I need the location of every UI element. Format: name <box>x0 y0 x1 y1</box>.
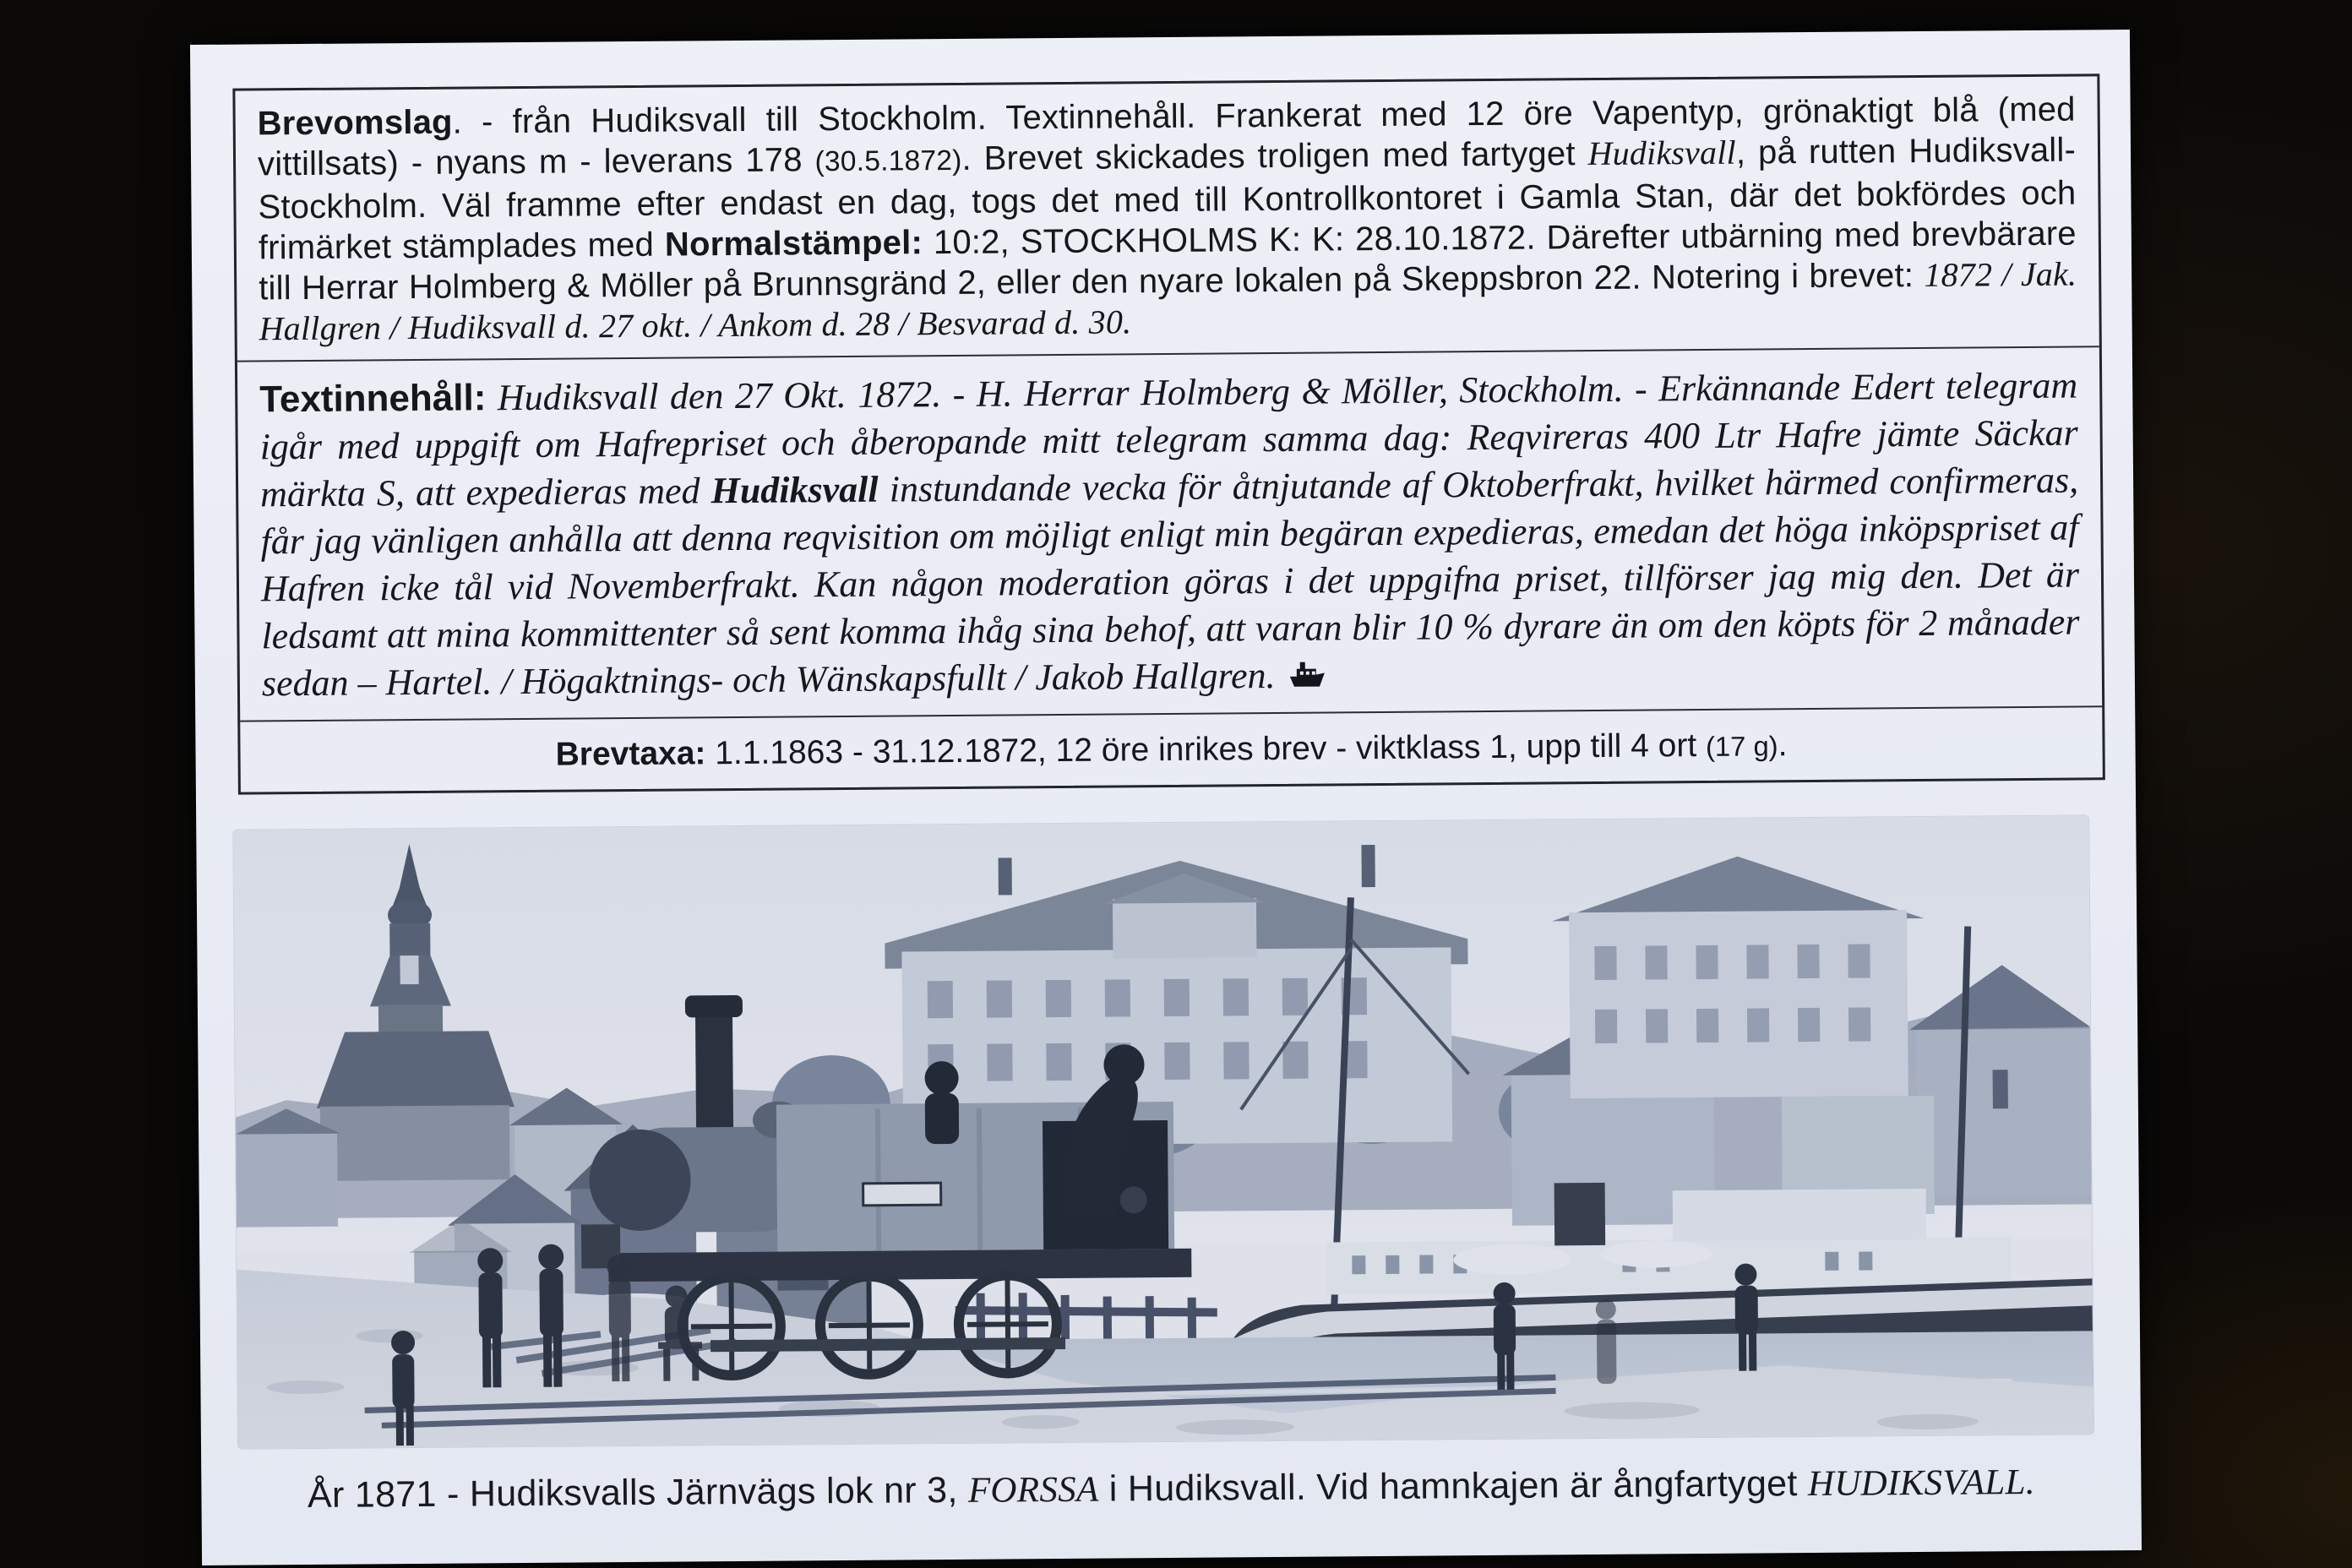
text-segment: Textinnehåll: <box>259 377 487 421</box>
text-segment: FORSSA <box>967 1469 1099 1511</box>
text-segment: 1872 / Jak. Hallgren / Hudiksvall d. 27 okt. / Ankom d. 28 / Besvarad d. 30. <box>259 254 2077 348</box>
text-segment: Normalstämpel: <box>664 224 923 264</box>
exhibit-paper <box>190 30 2142 1565</box>
text-segment: Brevtaxa: <box>555 735 706 773</box>
description-box <box>232 74 2104 794</box>
text-segment: År 1871 - Hudiksvalls Järnvägs lok nr 3, <box>307 1469 969 1516</box>
text-segment: HUDIKSVALL. <box>1807 1462 2035 1505</box>
harbor-photograph <box>233 815 2093 1448</box>
cover-description-paragraph <box>235 76 2099 360</box>
text-segment: Hudiksvall <box>1587 133 1737 173</box>
text-segment: Hudiksvall den 27 Okt. 1872. - H. Herrar Holmberg & Möller, Stockholm. - Erkännande Edert telegram igår med uppgift om Hafrepriset och åberopande mitt telegram samma dag: Reqvireras 400 Ltr Hafre jämte Säckar märkta S, att expedieras med <box>259 364 2078 515</box>
letter-content-text <box>259 365 2080 705</box>
text-segment: 1.1.1863 - 31.12.1872, 12 öre inrikes brev - viktklass 1, upp till 4 ort <box>705 727 1707 772</box>
steamship-icon <box>1287 659 1326 691</box>
text-segment: i Hudiksvall. Vid hamnkajen är ångfartyget <box>1098 1463 1809 1510</box>
text-segment: , på rutten Hudiksvall-Stockholm. Väl framme efter endast en dag, togs det med till Kontrollkontoret i Gamla Stan, där det bokfördes och frimärket stämplades med <box>258 131 2077 267</box>
text-segment: instundande vecka för åtnjutande af Oktoberfrakt, hvilket härmed confirmeras, får jag vänligen anhålla att denna reqvisition om möjligt enligt min begäran expedieras, emedan det höga inköpspriset af Hafren icke tål vid Novemberfrakt. Kan någon moderation göras i det uppgifna priset, tillförser jag mig den. Det är ledsamt att mina kommittenter så sent komma ihåg sina behof, att varan blir 10 % dyrare än om den köpts för 2 månader sedan – Hartel. / Högaktnings- och Wänskapsfullt / Jakob Hallgren. <box>260 459 2080 705</box>
text-segment: Hudiksvall <box>710 468 879 512</box>
photo-caption <box>201 1461 2141 1517</box>
text-segment: 10:2, STOCKHOLMS K: K: 28.10.1872. Därefter utbärning med brevbärare till Herrar Holmberg & Möller på Brunnsgränd 2, eller den nyare lokalen på Skeppsbron 22. Notering i brevet: <box>259 215 2077 308</box>
postal-rate-line <box>240 707 2103 792</box>
text-segment: . <box>1778 727 1788 764</box>
text-segment: (17 g) <box>1705 730 1778 762</box>
text-segment: . Brevet skickades troligen med fartyget <box>961 135 1588 177</box>
text-segment: (30.5.1872) <box>814 144 962 178</box>
text-segment: . - från Hudiksvall till Stockholm. Textinnehåll. Frankerat med 12 öre Vapentyp, grönaktigt blå (med vittillsats) - nyans m - leverans 178 <box>257 90 2076 183</box>
harbor-scene <box>233 815 2093 1448</box>
letter-content-paragraph <box>237 347 2102 720</box>
text-segment: Brevomslag <box>257 103 453 143</box>
